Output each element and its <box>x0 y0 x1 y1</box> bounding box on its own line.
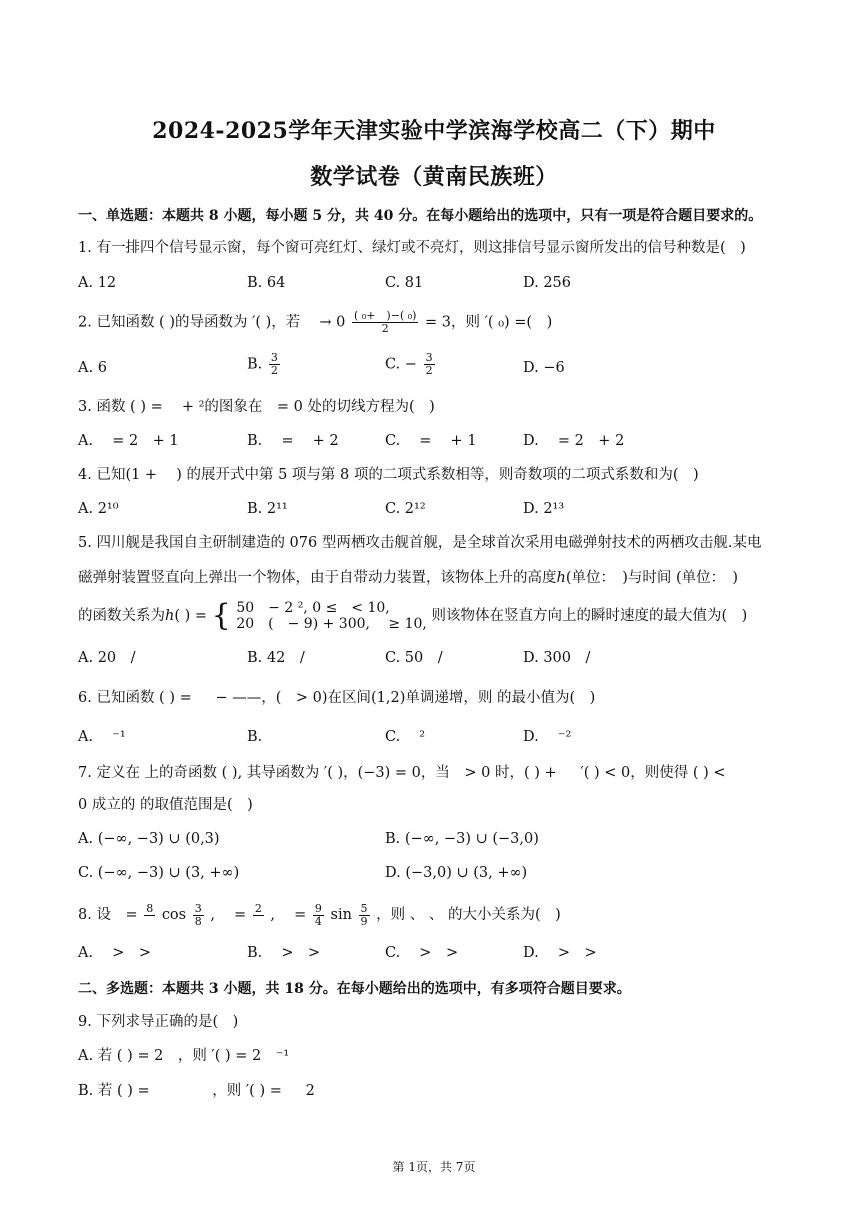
section2-heading: 二、多选题：本题共 3 小题，共 18 分。在每小题给出的选项中，有多项符合题目要求。 <box>78 981 631 997</box>
q3-option-d: D. = 2 + 2 <box>523 433 625 449</box>
q2-option-b-denominator: 2 <box>270 364 278 377</box>
q5-piece-2: 20 ( − 9) + 300, ≥ 10, <box>236 616 427 632</box>
q8-b-numerator: 2 <box>254 901 262 915</box>
q2-option-b-fraction <box>269 352 280 377</box>
q2-option-c-fraction <box>424 352 435 377</box>
q7-stem-line2: 0 成立的 的取值范围是( ) <box>78 797 253 813</box>
q8-c-sin-denominator: 9 <box>360 914 368 928</box>
q2-option-b-numerator: 3 <box>270 351 278 364</box>
q5-option-a: A. 20 / <box>78 650 136 666</box>
q8-option-c: C. > > <box>385 945 459 961</box>
q8-b-fraction <box>253 903 264 928</box>
q6-option-d: D. ⁻² <box>523 729 572 745</box>
q7-stem-line1: 7. 定义在 上的奇函数 ( ), 其导函数为 ′( )，(−3) = 0，当 > 0 时，( ) + ′( ) < 0，则使得 ( ) < <box>78 765 726 781</box>
q5-stem-line2: 磁弹射装置竖直向上弹出一个物体，由于自带动力装置，该物体上升的高度ℎ(单位： )与时间 (单位： ) <box>78 570 739 586</box>
q8-b-lead: , = <box>210 907 247 923</box>
exam-title-line2: 数学试卷（黄南民族班） <box>310 164 558 190</box>
q4-stem: 4. 已知(1 + ) 的展开式中第 5 项与第 8 项的二项式系数相等，则奇数项的二项式系数和为( ) <box>78 467 699 483</box>
q5-stem-line1: 5. 四川舰是我国自主研制建造的 076 型两栖攻击舰首舰，是全球首次采用电磁弹射技术的两栖攻击舰.某电 <box>78 535 762 551</box>
q5-stem-line3 <box>78 598 747 634</box>
q3-option-a: A. = 2 + 1 <box>78 433 179 449</box>
q7-option-b: B. (−∞, −3) ∪ (−3,0) <box>385 831 539 847</box>
q8-a-cos-numerator: 3 <box>194 901 202 915</box>
q8-option-a: A. > > <box>78 945 151 961</box>
q2-fraction-numerator: ( ₀+ )−( ₀) <box>354 309 417 322</box>
q8-stem <box>78 900 561 930</box>
q9-option-a: A. 若 ( ) = 2 ，则 ′( ) = 2 ⁻¹ <box>78 1048 290 1064</box>
q8-a-cos-denominator: 8 <box>194 914 202 928</box>
q5-option-c: C. 50 / <box>385 650 443 666</box>
q2-stem-lead: 2. 已知函数 ( )的导函数为 ′( )，若 → 0 <box>78 314 346 331</box>
q6-option-c: C. ² <box>385 729 426 745</box>
q3-option-c: C. = + 1 <box>385 433 477 449</box>
q4-option-c: C. 2¹² <box>385 501 426 517</box>
q8-c-sin-fraction <box>359 903 370 928</box>
q4-option-a: A. 2¹⁰ <box>78 501 119 517</box>
q4-option-d: D. 2¹³ <box>523 501 565 517</box>
q1-option-c: C. 81 <box>385 275 424 291</box>
q5-option-b: B. 42 / <box>247 650 305 666</box>
q5-piecewise-cases <box>236 600 427 632</box>
q3-stem: 3. 函数 ( ) = + ²的图象在 = 0 处的切线方程为( ) <box>78 399 435 415</box>
q8-c-lead: , = <box>270 907 307 923</box>
q2-option-b-label: B. <box>247 356 263 373</box>
page-footer: 第 1页，共 7页 <box>392 1160 476 1174</box>
q7-option-d: D. (−3,0) ∪ (3, +∞) <box>385 865 528 881</box>
q1-option-a: A. 12 <box>78 275 117 291</box>
q6-option-b: B. <box>247 729 263 745</box>
q5-piecewise-brace: { <box>211 598 231 633</box>
q8-a-fraction <box>144 903 155 928</box>
q2-fraction-denominator: 2 <box>381 322 389 335</box>
q5-stem-tail: 则该物体在竖直方向上的瞬时速度的最大值为( ) <box>431 608 748 624</box>
q7-option-a: A. (−∞, −3) ∪ (0,3) <box>78 831 220 847</box>
q5-piece-1: 50 − 2 ², 0 ≤ < 10, <box>236 600 390 616</box>
q2-option-c-numerator: 3 <box>425 351 433 364</box>
q7-option-c: C. (−∞, −3) ∪ (3, +∞) <box>78 865 240 881</box>
q2-limit-fraction <box>352 310 418 335</box>
q8-option-d: D. > > <box>523 945 597 961</box>
q8-lead: 8. 设 = <box>78 907 138 923</box>
q8-c-sin-numerator: 5 <box>360 901 368 915</box>
q6-option-a: A. ⁻¹ <box>78 729 126 745</box>
q1-option-b: B. 64 <box>247 275 286 291</box>
q8-option-b: B. > > <box>247 945 321 961</box>
q1-option-d: D. 256 <box>523 275 572 291</box>
q2-option-d: D. −6 <box>523 360 565 376</box>
q3-option-b: B. = + 2 <box>247 433 339 449</box>
q9-stem: 9. 下列求导正确的是( ) <box>78 1014 239 1030</box>
q1-stem: 1. 有一排四个信号显示窗，每个窗可亮红灯、绿灯或不亮灯，则这排信号显示窗所发出的信号种数是( ) <box>78 240 746 256</box>
q2-option-c-denominator: 2 <box>425 364 433 377</box>
section1-heading: 一、单选题：本题共 8 小题，每小题 5 分，共 40 分。在每小题给出的选项中，只有一项是符合题目要求的。 <box>78 208 763 224</box>
q8-c-sin: sin <box>330 907 352 923</box>
q8-tail: ，则 、 、 的大小关系为( ) <box>376 907 561 923</box>
q6-stem: 6. 已知函数 ( ) = − ——，( > 0)在区间(1,2)单调递增，则 的最小值为( ) <box>78 690 596 706</box>
q2-stem <box>78 310 552 335</box>
q8-a-cos-fraction <box>193 903 204 928</box>
q8-a-numerator: 8 <box>146 901 154 915</box>
q2-option-a: A. 6 <box>78 360 107 376</box>
q9-option-b: B. 若 ( ) = ，则 ′( ) = 2 <box>78 1083 315 1099</box>
q8-a-denominator <box>144 916 155 928</box>
exam-title-line1: 2024-2025学年天津实验中学滨海学校高二（下）期中 <box>152 118 716 144</box>
q8-c-numerator: 9 <box>314 901 322 915</box>
q8-c-denominator: 4 <box>314 914 322 928</box>
q2-option-c-label: C. − <box>385 356 417 373</box>
q4-option-b: B. 2¹¹ <box>247 501 288 517</box>
q5-function-lead: 的函数关系为ℎ( ) = <box>78 608 208 624</box>
q2-stem-tail: = 3，则 ′( ₀) =( ) <box>425 314 553 331</box>
q2-option-c <box>385 352 437 377</box>
q5-option-d: D. 300 / <box>523 650 591 666</box>
q8-b-denominator <box>253 916 264 928</box>
q8-c-fraction <box>313 903 324 928</box>
q8-a-cos: cos <box>161 907 187 923</box>
q2-option-b <box>247 352 282 377</box>
